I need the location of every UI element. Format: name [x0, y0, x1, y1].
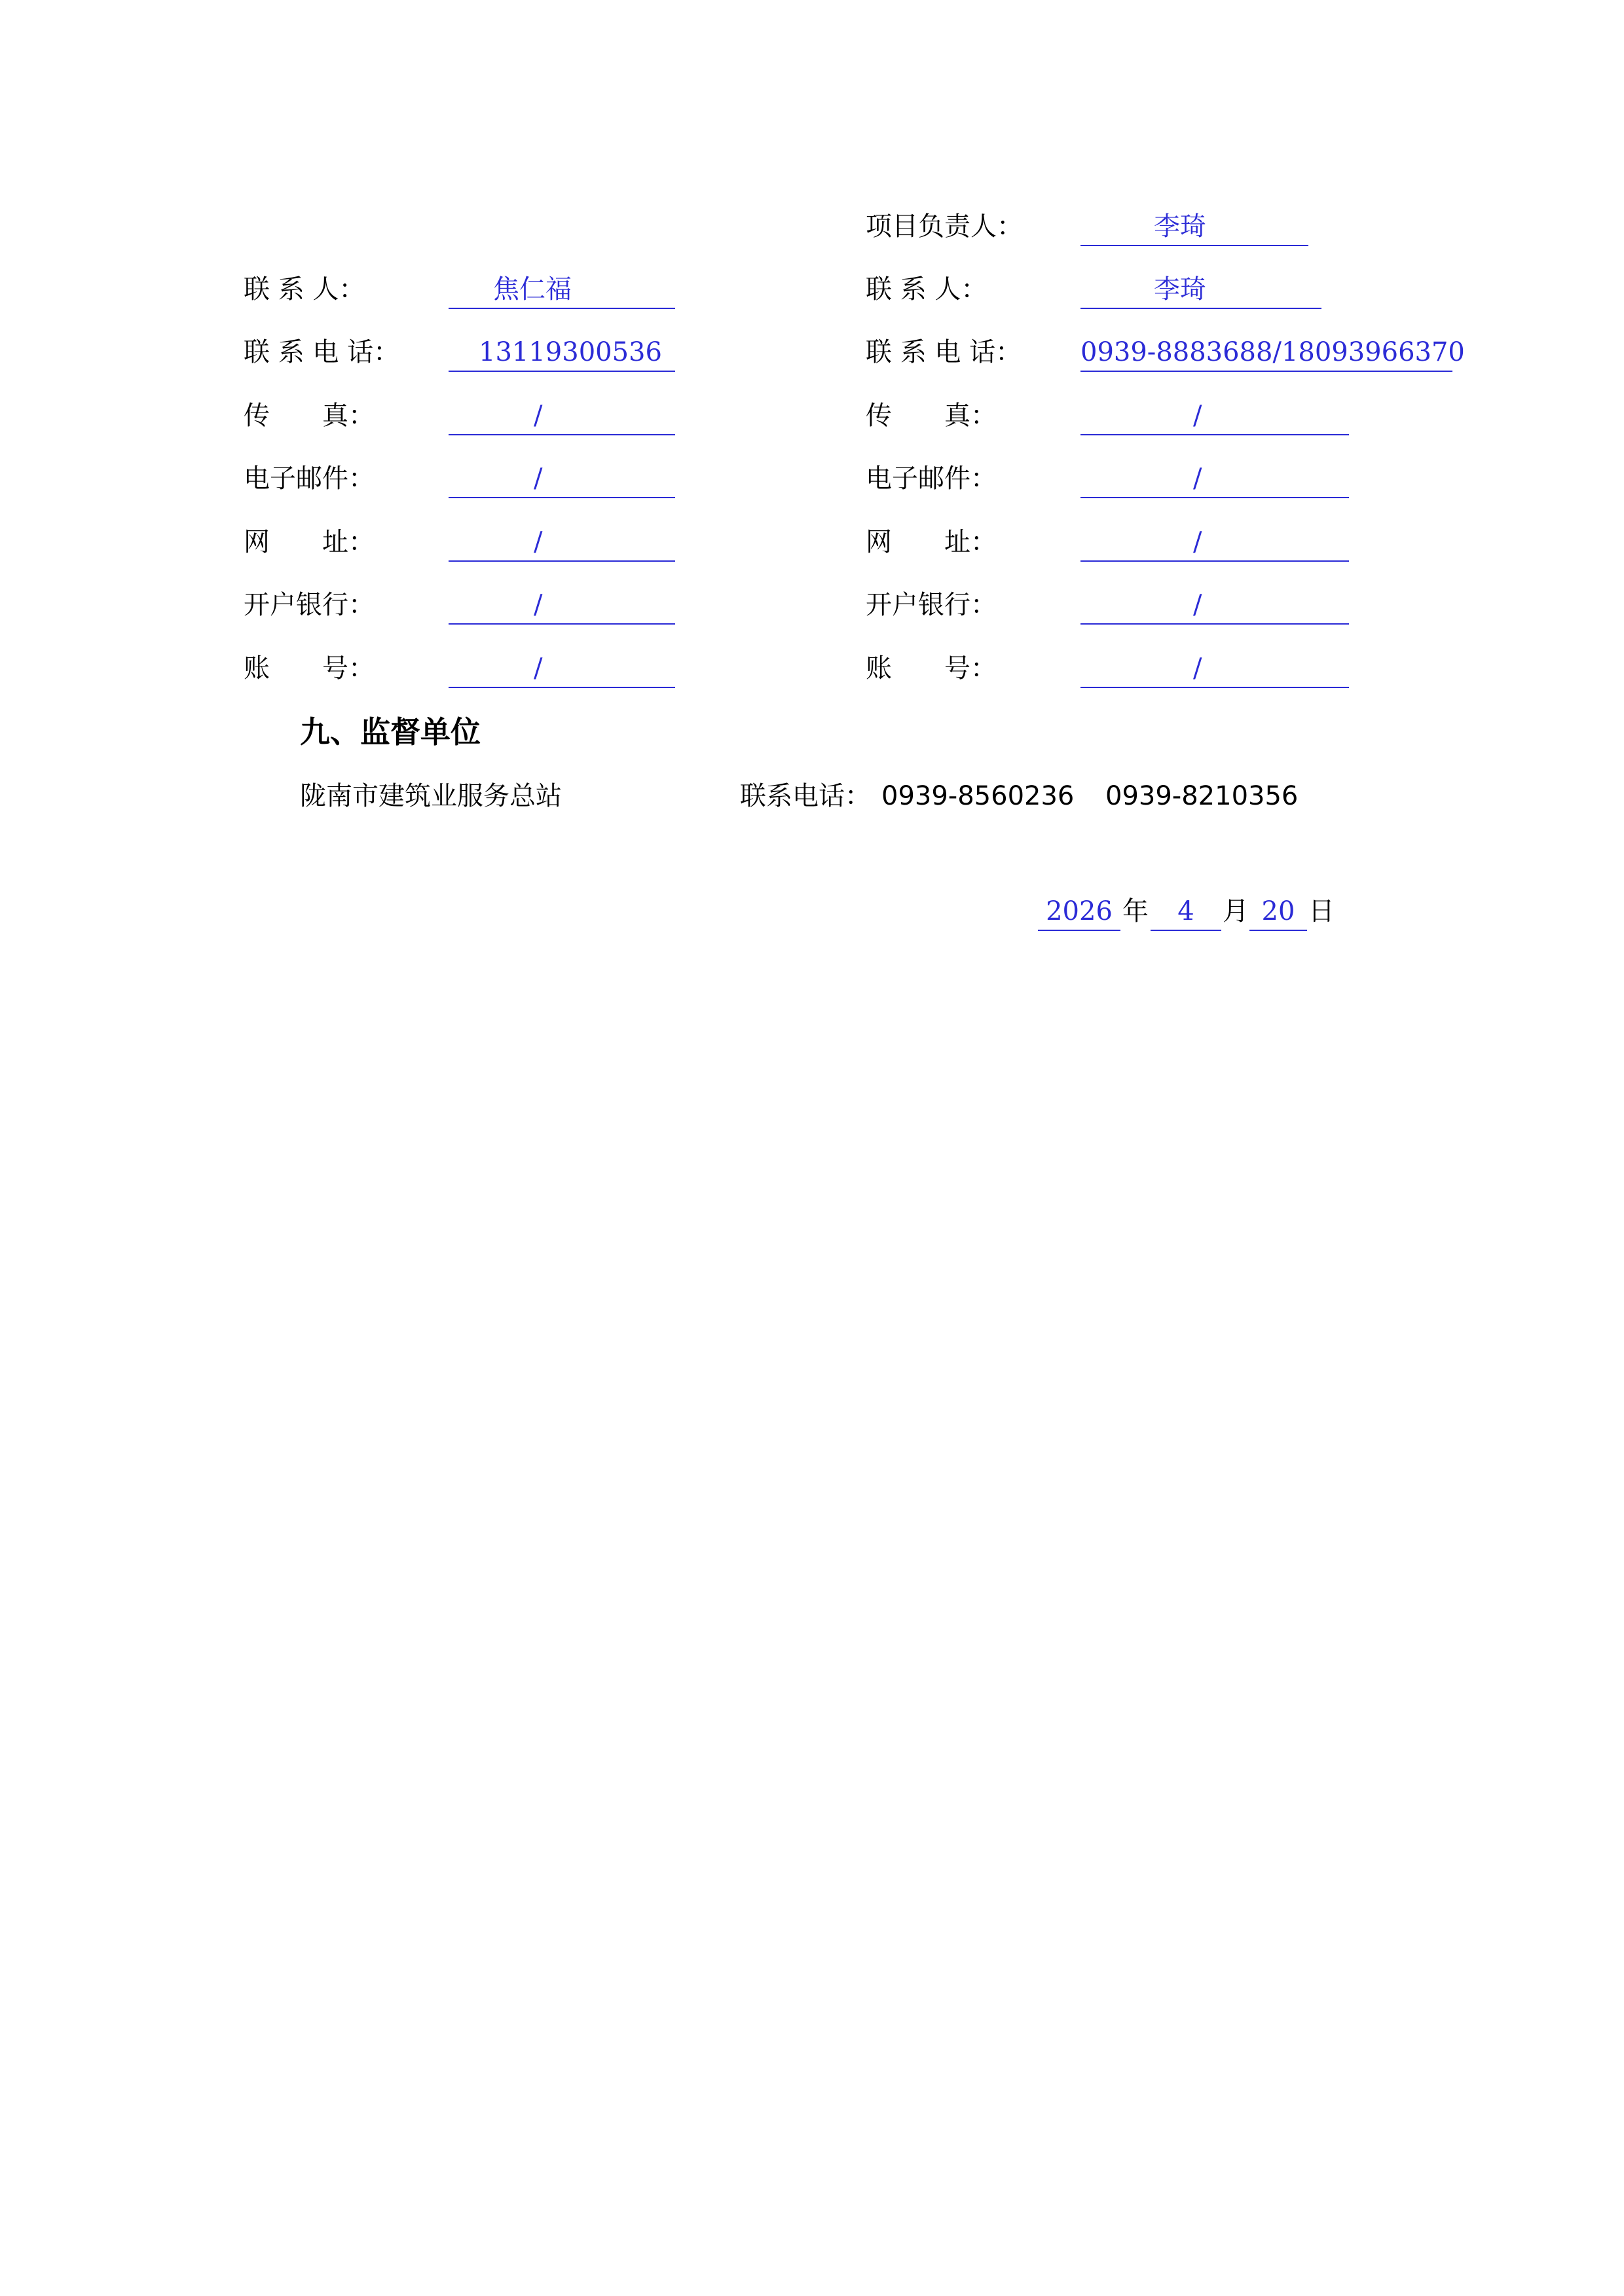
right-field-email [1080, 460, 1349, 498]
date-year-unit: 年 [1122, 896, 1149, 926]
left-field-fax [449, 397, 675, 435]
date-month: 4 [1151, 893, 1221, 931]
left-value-account: / [534, 653, 543, 683]
left-value-bank: / [534, 590, 543, 620]
right-value-website: / [1193, 527, 1202, 557]
right-value-fax: / [1193, 401, 1202, 431]
right-label-bank: 开户银行： [866, 590, 997, 620]
left-field-bank [449, 587, 675, 625]
date-month-unit: 月 [1223, 896, 1249, 926]
left-field-email [449, 460, 675, 498]
right-field-project-lead [1080, 208, 1308, 246]
left-field-contact [449, 271, 675, 309]
left-field-website [449, 524, 675, 562]
right-label-email: 电子邮件： [866, 464, 997, 494]
date-day-unit: 日 [1308, 896, 1335, 926]
right-value-bank: / [1193, 590, 1202, 620]
right-field-bank [1080, 587, 1349, 625]
left-label-phone: 联 系 电 话： [244, 337, 400, 367]
left-value-website: / [534, 527, 543, 557]
left-value-email: / [534, 464, 543, 494]
right-field-account [1080, 650, 1349, 688]
right-label-account: 账 号： [866, 653, 997, 683]
right-label-contact: 联 系 人： [866, 274, 987, 304]
right-value-phone: 0939-8883688/18093966370 [1080, 337, 1465, 367]
date-year: 2026 [1038, 893, 1120, 931]
left-value-contact: 焦仁福 [493, 274, 572, 304]
right-value-account: / [1193, 653, 1202, 683]
supervision-phone-1: 0939-8560236 [881, 781, 1075, 811]
right-label-website: 网 址： [866, 527, 997, 557]
right-value-email: / [1193, 464, 1202, 494]
left-value-phone: 13119300536 [479, 337, 662, 367]
right-label-phone: 联 系 电 话： [866, 337, 1022, 367]
left-label-contact: 联 系 人： [244, 274, 365, 304]
right-label-fax: 传 真： [866, 401, 997, 431]
right-field-contact [1080, 271, 1321, 309]
right-field-phone [1080, 334, 1465, 372]
right-value-contact: 李琦 [1154, 274, 1206, 304]
left-value-fax: / [534, 401, 543, 431]
left-label-website: 网 址： [244, 527, 375, 557]
right-field-fax [1080, 397, 1349, 435]
left-label-bank: 开户银行： [244, 590, 375, 620]
left-field-account [449, 650, 675, 688]
date-day: 20 [1249, 893, 1307, 931]
left-field-phone [449, 334, 675, 372]
supervision-org: 陇南市建筑业服务总站 [300, 781, 562, 811]
right-label-project-lead: 项目负责人： [866, 211, 1023, 242]
supervision-phone-2: 0939-8210356 [1105, 781, 1299, 811]
left-label-email: 电子邮件： [244, 464, 375, 494]
supervision-phone-label: 联系电话： [740, 781, 871, 811]
right-value-project-lead: 李琦 [1154, 211, 1206, 242]
left-label-fax: 传 真： [244, 401, 375, 431]
section-heading-supervision: 九、监督单位 [300, 714, 481, 750]
left-label-account: 账 号： [244, 653, 375, 683]
right-field-website [1080, 524, 1349, 562]
